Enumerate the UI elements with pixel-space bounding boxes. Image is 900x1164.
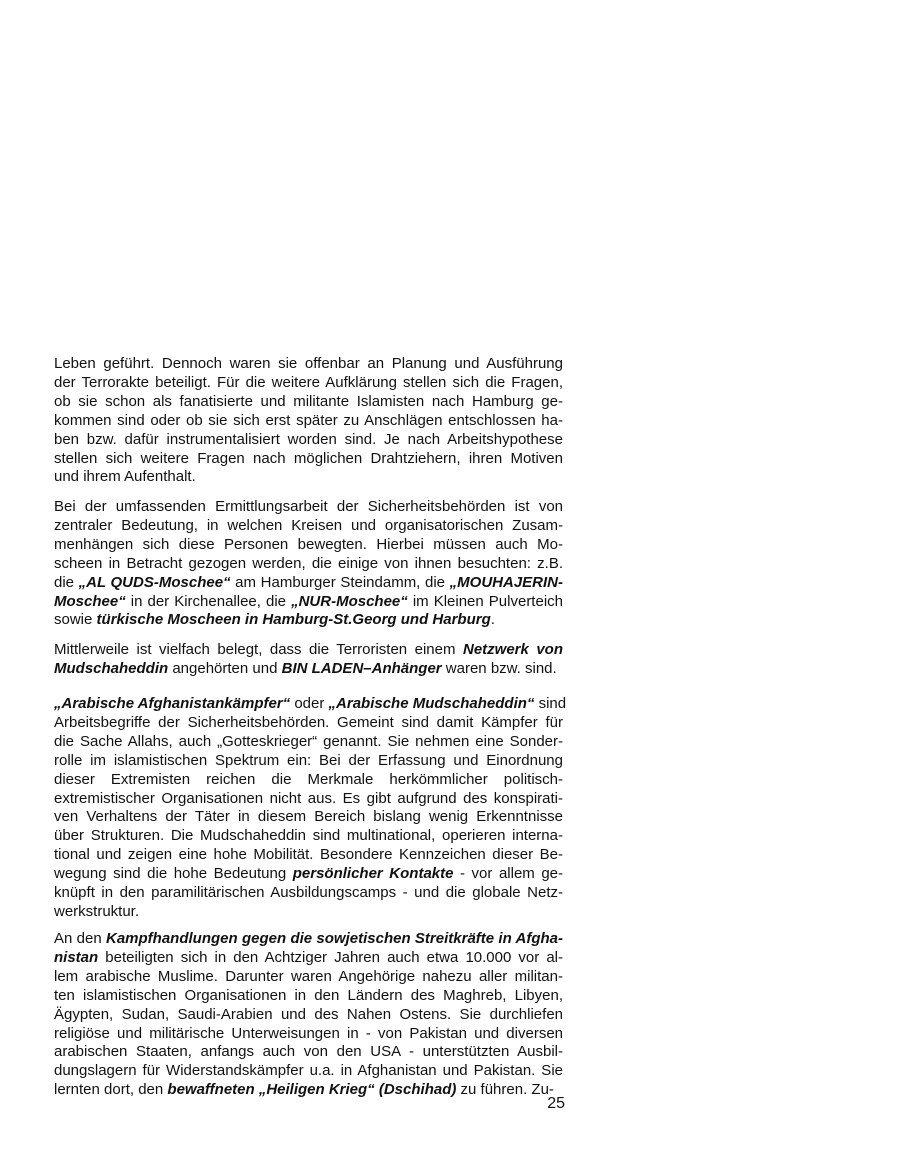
text-span: rolle im islamistischen Spektrum ein: Bei der Erfassung und Einordnung xyxy=(54,751,563,769)
emphasized-text: türkische Moscheen in Hamburg-St.Georg und Harburg xyxy=(96,611,491,629)
text-span: arabischen Staaten, anfangs auch von den USA - unterstützten Ausbil- xyxy=(54,1043,563,1061)
text-line xyxy=(54,610,563,629)
text-span: Leben geführt. Dennoch waren sie offenbar an Planung und Ausführung xyxy=(54,355,563,372)
text-span: die Sache Allahs, auch „Gotteskrieger“ genannt. Sie nehmen eine Sonder- xyxy=(54,732,563,750)
text-span: oder xyxy=(290,695,329,712)
text-span: zentraler Bedeutung, in welchen Kreisen und organisatorischen Zusam- xyxy=(54,516,563,534)
text-span: lernten dort, den xyxy=(54,1081,168,1099)
emphasized-text: Mudschaheddin xyxy=(54,659,169,677)
text-span: im Kleinen Pulverteich xyxy=(407,592,563,610)
text-span: waren bzw. sind. xyxy=(441,659,557,677)
text-line xyxy=(54,1042,563,1061)
text-line xyxy=(54,516,563,535)
text-span: menhängen sich diese Personen bewegten. Hierbei müssen auch Mo- xyxy=(54,535,563,553)
text-span: beteiligten sich in den Achtziger Jahren auch etwa 10.000 vor al- xyxy=(98,948,563,966)
text-line xyxy=(54,883,563,902)
text-line xyxy=(54,694,567,713)
text-line xyxy=(54,1005,563,1024)
text-line xyxy=(54,929,563,948)
text-span: ven Verhaltens der Täter in diesem Bereich bislang wenig Erkenntnisse xyxy=(54,808,563,826)
emphasized-text: bewaffneten „Heiligen Krieg“ (Dschihad) xyxy=(167,1081,457,1099)
text-span: Ägypten, Sudan, Saudi-Arabien und des Nahen Ostens. Sie durchliefen xyxy=(54,1005,563,1023)
text-span: sind xyxy=(534,695,567,712)
emphasized-text: „AL QUDS-Moschee“ xyxy=(78,573,231,591)
text-line xyxy=(54,948,563,967)
text-span: wegung sind die hohe Bedeutung xyxy=(54,865,293,883)
emphasized-text: Moschee“ xyxy=(54,592,126,610)
text-line xyxy=(54,770,563,789)
text-line xyxy=(54,1024,563,1043)
text-line xyxy=(54,845,563,864)
emphasized-text: „MOUHAJERIN- xyxy=(449,573,563,591)
text-line xyxy=(54,554,563,573)
text-span: dieser Extremisten reichen die Merkmale herkömmlicher politisch- xyxy=(54,770,563,788)
text-span: lem arabische Muslime. Darunter waren Angehörige nahezu aller militan- xyxy=(54,967,563,985)
text-line xyxy=(54,449,563,468)
text-line xyxy=(54,986,563,1005)
text-span: sowie xyxy=(54,611,97,629)
text-line xyxy=(54,467,563,486)
text-line xyxy=(54,751,563,770)
text-line xyxy=(54,826,563,845)
text-line xyxy=(54,411,563,430)
emphasized-text: Kampfhandlungen gegen die sowjetischen Streitkräfte in Afgha- xyxy=(106,930,563,947)
text-span: am Hamburger Steindamm, die xyxy=(230,573,450,591)
text-span: zu führen. Zu- xyxy=(456,1081,554,1099)
text-line xyxy=(54,807,563,826)
text-line xyxy=(54,659,563,678)
text-line xyxy=(54,392,563,411)
text-line xyxy=(54,535,563,554)
emphasized-text: persönlicher Kontakte xyxy=(292,865,454,883)
text-span: angehörten und xyxy=(168,659,282,677)
text-span: . xyxy=(490,611,495,629)
emphasized-text: „NUR-Moschee“ xyxy=(291,592,408,610)
text-span: dungslagern für Widerstandskämpfer u.a. in Afghanistan und Pakistan. Sie xyxy=(54,1062,563,1080)
text-line xyxy=(54,430,563,449)
text-span: der Terrorakte beteiligt. Für die weitere Aufklärung stellen sich die Fragen, xyxy=(54,373,563,391)
text-span: über Strukturen. Die Mudschaheddin sind multinational, operieren interna- xyxy=(54,827,563,845)
text-line xyxy=(54,902,563,921)
text-line xyxy=(54,789,563,808)
text-span: Mittlerweile ist vielfach belegt, dass die Terroristen einem xyxy=(54,641,463,658)
text-line xyxy=(54,1061,563,1080)
text-span: Arbeitsbegriffe der Sicherheitsbehörden. Gemeint sind damit Kämpfer für xyxy=(54,713,563,731)
text-line xyxy=(54,864,563,883)
emphasized-text: Netzwerk von xyxy=(462,641,564,658)
text-line xyxy=(54,354,563,373)
text-span: An den xyxy=(54,930,106,947)
text-line xyxy=(54,592,563,611)
text-span: scheen in Betracht gezogen werden, die einige von ihnen besuchten: z.B. xyxy=(54,554,563,572)
text-span: - vor allem ge- xyxy=(453,865,564,883)
text-span: ten islamistischen Organisationen in den Ländern des Maghreb, Libyen, xyxy=(54,986,563,1004)
text-span: religiöse und militärische Unterweisungen in - von Pakistan und diversen xyxy=(54,1024,563,1042)
text-line xyxy=(54,497,563,516)
text-span: ben bzw. dafür instrumentalisiert worden sind. Je nach Arbeitshypothese xyxy=(54,430,563,448)
text-span: Bei der umfassenden Ermittlungsarbeit der Sicherheitsbehörden ist von xyxy=(54,498,563,515)
text-span: und ihrem Aufenthalt. xyxy=(54,468,196,486)
text-line xyxy=(54,1080,563,1099)
emphasized-text: nistan xyxy=(54,948,99,966)
text-span: tional und zeigen eine hohe Mobilität. Besondere Kennzeichen dieser Be- xyxy=(54,846,563,864)
text-span: ob sie schon als fanatisierte und militante Islamisten nach Hamburg ge- xyxy=(54,392,563,410)
text-span: extremistischer Organisationen nicht aus. Es gibt aufgrund des konspirati- xyxy=(54,789,563,807)
text-span: knüpft in den paramilitärischen Ausbildungscamps - und die globale Netz- xyxy=(54,884,563,901)
emphasized-text: „Arabische Mudschaheddin“ xyxy=(328,695,535,712)
text-line xyxy=(54,573,563,592)
text-span: kommen sind oder ob sie sich erst später zu Anschlägen entschlossen ha- xyxy=(54,411,563,429)
text-line xyxy=(54,713,563,732)
emphasized-text: „Arabische Afghanistankämpfer“ xyxy=(54,695,291,712)
text-span: in der Kirchenallee, die xyxy=(125,592,292,610)
text-line xyxy=(54,640,563,659)
text-line xyxy=(54,373,563,392)
text-span: stellen sich weitere Fragen nach möglichen Drahtziehern, ihren Motiven xyxy=(54,449,563,467)
text-line xyxy=(54,732,563,751)
text-span: werkstruktur. xyxy=(54,902,140,920)
text-span: die xyxy=(54,573,79,591)
text-line xyxy=(54,967,563,986)
page-number: 25 xyxy=(547,1095,565,1112)
emphasized-text: BIN LADEN–Anhänger xyxy=(281,659,442,677)
